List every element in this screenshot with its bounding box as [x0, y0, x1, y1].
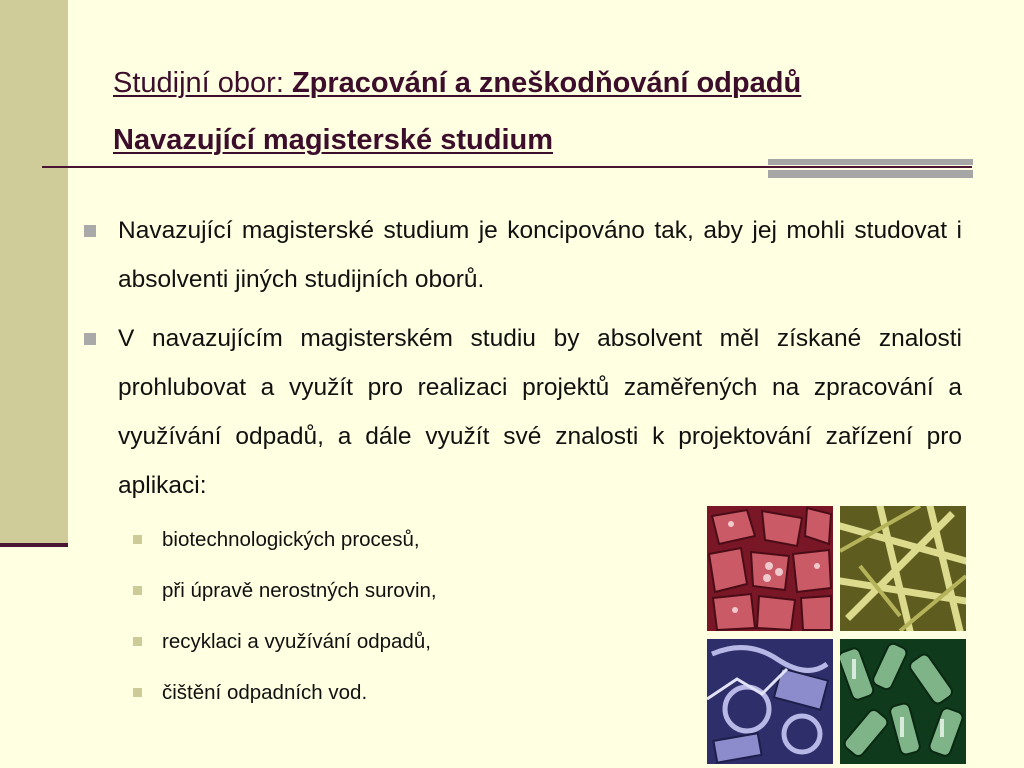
title-grey-bar-bottom: [768, 170, 973, 178]
square-bullet-icon: [133, 637, 142, 646]
left-decor-rule: [0, 543, 68, 547]
glass-bottles-photo: [840, 639, 966, 764]
subbullet-text: biotechnologických procesů,: [162, 528, 420, 551]
photo-collage: [707, 506, 966, 764]
title-rule: [42, 166, 972, 168]
bullet-text: Navazující magisterské studium je koncipováno tak, aby jej mohli studovat i absolventi jiných studijních oborů.: [118, 217, 962, 293]
subbullet-list: [128, 516, 688, 720]
square-bullet-icon: [133, 535, 142, 544]
square-bullet-icon: [84, 225, 96, 237]
title-prefix: Studijní obor:: [113, 67, 292, 99]
subbullet-item: [128, 567, 688, 618]
title-line-1: [113, 55, 993, 112]
bullet-item: [80, 206, 962, 304]
title-main: Zpracování a zneškodňování odpadů: [291, 67, 802, 99]
bullet-list: [80, 206, 962, 520]
subbullet-text: recyklaci a využívání odpadů,: [162, 630, 431, 653]
subbullet-text: čištění odpadních vod.: [162, 681, 368, 704]
subbullet-item: [128, 669, 688, 720]
subbullet-item: [128, 618, 688, 669]
brick-rubble-photo: [707, 506, 833, 631]
left-decor-bar: [0, 0, 68, 546]
metal-scrap-photo: [707, 639, 833, 764]
wood-scraps-photo: [840, 506, 966, 631]
square-bullet-icon: [84, 333, 96, 345]
subbullet-item: [128, 516, 688, 567]
title-grey-bar-top: [768, 159, 973, 165]
bullet-text: V navazujícím magisterském studiu by absolvent měl získané znalosti prohlubovat a využít pro realizaci projektů zaměřených na zpracování a využívání odpadů, a dále využít své znalosti k projektování zařízení pro aplikaci:: [118, 325, 962, 499]
square-bullet-icon: [133, 688, 142, 697]
subtitle: Navazující magisterské studium: [113, 124, 553, 156]
square-bullet-icon: [133, 586, 142, 595]
bullet-item: [80, 314, 962, 510]
subbullet-text: při úpravě nerostných surovin,: [162, 579, 437, 602]
slide-title: [113, 55, 993, 169]
